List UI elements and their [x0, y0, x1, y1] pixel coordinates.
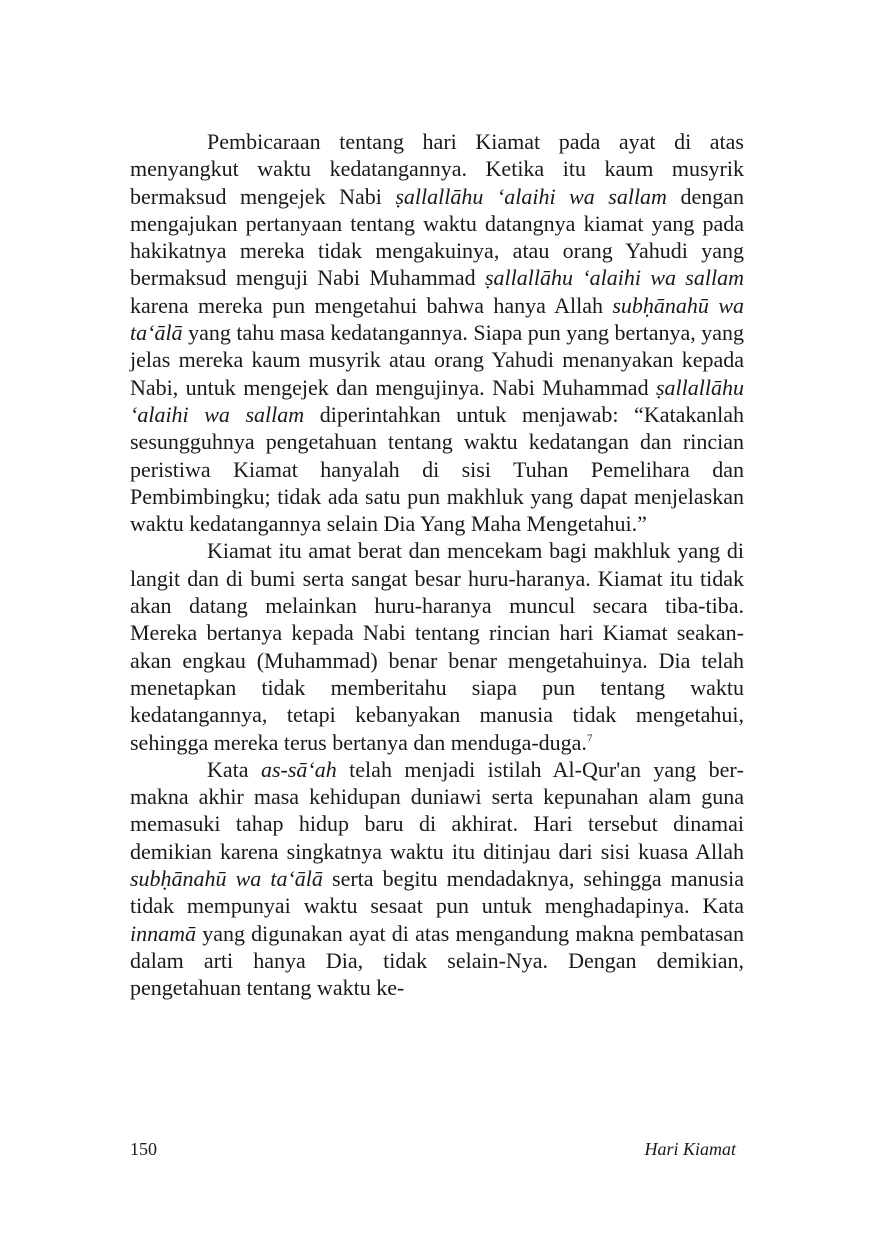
italic-term: subḥānahū wa ta‘ālā: [130, 866, 323, 892]
text-run: yang tahu masa kedatangannya. Siapa pun yang bertanya, yang jelas mereka kaum musyrik atau orang Yahudi menanyakan kepada Nabi, untuk mengejek dan mengujinya. Nabi Muhammad: [130, 320, 744, 400]
page-number: 150: [130, 1139, 157, 1159]
text-run: diperintahkan untuk menjawab: “Katakanlah sesungguhnya pengetahuan tentang waktu kedatangan dan rincian peristiwa Kiamat hanyalah di sisi Tuhan Pemelihara dan Pembimbingku; tidak ada satu pun makhluk yang dapat menjelaskan waktu kedatangannya selain Dia Yang Maha Mengetahui.”: [130, 401, 744, 537]
italic-term: ṣallallāhu ‘alaihi wa sallam: [130, 374, 744, 427]
text-run: Pembicaraan tentang hari Kiamat pada ayat di atas menyangkut waktu kedatangannya. Ketika itu kaum musyrik bermaksud mengejek Nabi: [130, 129, 744, 209]
text-run: karena mereka pun mengetahui bahwa hanya Allah: [130, 292, 613, 318]
italic-term: innamā: [130, 920, 196, 946]
italic-term: ṣallallāhu ‘alaihi wa sallam: [485, 265, 744, 291]
italic-term: as-sā‘ah: [260, 756, 337, 782]
running-title: Hari Kiamat: [644, 1139, 736, 1159]
paragraph: [130, 537, 744, 755]
text-run: telah menjadi istilah Al-Qur'an yang bermakna akhir masa kehidupan duniawi serta kepunahan alam guna memasuki tahap hidup baru di akhirat. Hari tersebut dinamai demikian karena singkatnya waktu itu ditinjau dari sisi kuasa Allah: [130, 756, 744, 864]
paragraph: [130, 128, 744, 537]
text-run: yang digunakan ayat di atas mengandung makna pembatasan dalam arti hanya Dia, tidak selain-Nya. Dengan demikian, pengetahuan tentang waktu ke-: [130, 920, 744, 1001]
text-run: Kata: [207, 756, 261, 782]
text-run: Kiamat itu amat berat dan mencekam bagi makhluk yang di langit dan di bumi serta sangat besar huru-haranya. Kiamat itu tidak akan datang melainkan huru-haranya muncul secara tiba-tiba. Mereka bertanya kepada Nabi tentang rincian hari Kiamat seakan-akan engkau (Muhammad) benar benar mengetahuinya. Dia telah menetapkan tidak memberitahu siapa pun tentang waktu kedatangannya, tetapi kebanyakan manusia tidak mengetahui, sehingga mereka terus bertanya dan menduga-duga.: [130, 538, 744, 755]
italic-term: ṣallallāhu ‘alaihi wa sallam: [395, 183, 667, 209]
footnote-marker[interactable]: 7: [586, 732, 593, 745]
text-run: serta begitu mendadaknya, sehingga manusia tidak mempunyai waktu sesaat pun untuk menghadapinya. Kata: [130, 866, 744, 919]
paragraph: [130, 756, 744, 1002]
body-text: [130, 128, 744, 1002]
italic-term: subḥānahū wa ta‘ālā: [130, 292, 744, 346]
text-run: dengan mengajukan pertanyaan tentang waktu datangnya kiamat yang pada hakikatnya mereka tidak mengakuinya, atau orang Yahudi yang bermaksud menguji Nabi Muhammad: [130, 183, 745, 291]
